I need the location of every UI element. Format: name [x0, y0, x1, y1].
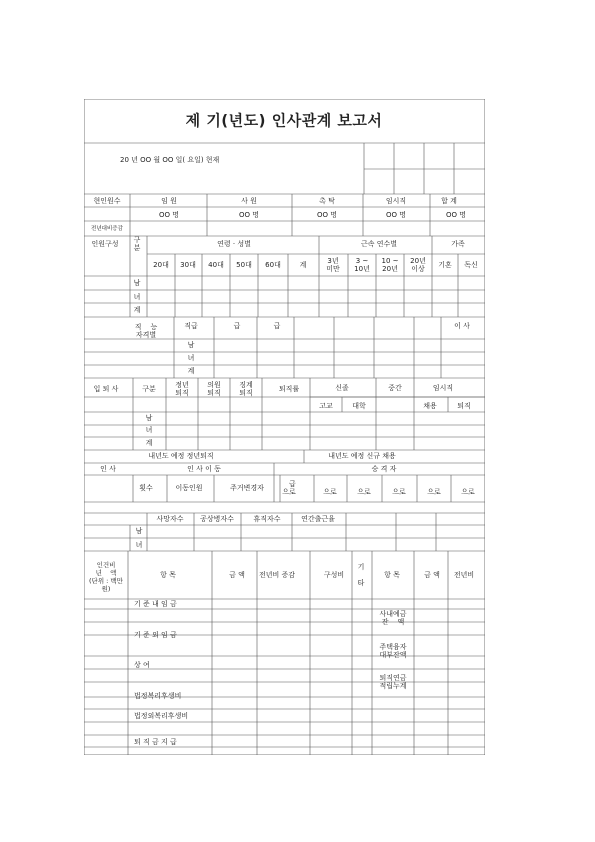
tenure-header: 근속 연수별: [360, 240, 398, 248]
qualification-row-male: 남: [187, 341, 195, 349]
qualification-row-female: 녀: [187, 354, 195, 362]
page-title: 제 기(년도) 인사관계 보고서: [185, 111, 383, 130]
incident-row-male: 남: [135, 527, 143, 535]
turnover-row-female: 녀: [145, 426, 153, 434]
transfer-times: 횟수: [139, 484, 153, 492]
qualification-label: 직 능 자격별: [134, 323, 158, 339]
promotion-to-geup: 급 으로: [282, 480, 296, 496]
date-line: 20 년 OO 월 OO 일( 요일) 현재: [120, 156, 220, 164]
headcount-col-employees: 사 원: [241, 197, 257, 205]
headcount-col-total: 합 계: [441, 197, 457, 205]
turnover-row-male: 남: [145, 414, 153, 422]
family-header: 가족: [451, 240, 465, 248]
temporary-header: 임시직: [432, 384, 454, 392]
labor-cost-item: 기 준 내 임 금: [134, 600, 177, 608]
injuries-header: 공상병자수: [200, 515, 234, 523]
headcount-col-temporary: 임시직: [385, 197, 407, 205]
promotion-to-cell: 으로: [392, 488, 406, 496]
promotion-header: 승 격 자: [371, 465, 397, 473]
promotion-to-cell: 으로: [323, 488, 337, 496]
report-form: [84, 99, 485, 755]
headcount-value-temporary: OO 명: [385, 211, 407, 219]
temp-leave-header: 퇴직: [457, 402, 471, 410]
mid-career-header: 중간: [388, 384, 402, 392]
qualification-row-total: 계: [187, 367, 195, 375]
deaths-header: 사망자수: [156, 515, 184, 523]
age-gender-header: 연령 · 성별: [217, 240, 251, 248]
form-grid: [84, 99, 485, 755]
headcount-value-contract: OO 명: [316, 211, 338, 219]
other-header: 기 타: [357, 563, 365, 587]
next-year-retirement-label: 내년도 예정 정년퇴직: [148, 452, 214, 460]
turnover-gubun: 구분: [142, 385, 156, 393]
composition-label: 인원구성: [91, 240, 119, 248]
headcount-value-total: OO 명: [445, 211, 467, 219]
amount-header: 금 액: [229, 571, 245, 579]
item2-header: 항 목: [384, 571, 400, 579]
labor-cost-item: 기 준 외 임 금: [134, 631, 177, 639]
transfer-header: 인 사 이 동: [187, 465, 221, 473]
attendance-header: 연간출근율: [301, 515, 335, 523]
composition-subheader: 3년 미만: [326, 257, 340, 273]
leave-header: 휴직자수: [253, 515, 281, 523]
composition-subheader: 10 ~ 20년: [381, 257, 399, 273]
headcount-value-employees: OO 명: [238, 211, 260, 219]
labor-cost-item: 상 여: [134, 661, 150, 669]
composition-subheader: 30대: [180, 261, 196, 269]
voluntary-resignation-header: 의원 퇴직: [207, 381, 221, 397]
temp-hire-header: 채용: [423, 402, 437, 410]
grade-geup-2: 급: [273, 322, 281, 330]
labor-cost-item: 법정외복리후생비: [134, 712, 189, 720]
headcount-col-executives: 임 원: [161, 197, 177, 205]
retirement-age-header: 정년 퇴직: [175, 381, 189, 397]
promotion-to-cell: 으로: [357, 488, 371, 496]
labor-cost-item: 퇴 직 금 지 급: [134, 738, 177, 746]
labor-cost-item: 법정복리후생비: [134, 692, 182, 700]
item-header: 항 목: [160, 571, 176, 579]
composition-row-total: 계: [133, 306, 141, 314]
composition-subheader: 60대: [265, 261, 281, 269]
composition-subheader: 40대: [208, 261, 224, 269]
ratio-header: 구성비: [323, 571, 345, 579]
other-cost-item: 퇴직연금 적립누계: [379, 674, 407, 690]
grade-director: 이 사: [454, 322, 470, 330]
composition-subheader: 기혼: [438, 261, 452, 269]
promotion-to-cell: 으로: [461, 488, 475, 496]
headcount-label: 현인원수: [93, 197, 121, 205]
composition-subheader: 계: [299, 261, 307, 269]
headcount-value-executives: OO 명: [158, 211, 180, 219]
composition-row-female: 녀: [133, 293, 141, 301]
university-header: 대학: [352, 402, 366, 410]
labor-cost-label: 인건비 년 액 (단위 : 백만 원): [89, 561, 123, 593]
composition-gubun: 구 분: [133, 236, 141, 252]
composition-subheader: 50대: [236, 261, 252, 269]
turnover-row-total: 계: [145, 439, 153, 447]
other-cost-item: 주택융자 대부잔액: [379, 643, 407, 659]
composition-subheader: 3 ~ 10년: [354, 257, 370, 273]
composition-row-male: 남: [133, 279, 141, 287]
grade-header: 직급: [184, 322, 198, 330]
composition-subheader: 20년 이상: [410, 257, 426, 273]
retirement-rate-header: 퇴직률: [278, 385, 300, 393]
new-graduates-header: 신졸: [335, 384, 349, 392]
disciplinary-dismissal-header: 징계 퇴직: [239, 381, 253, 397]
headcount-col-contract: 촉 탁: [319, 197, 335, 205]
personnel-label: 인 사: [100, 465, 116, 473]
yoy-change-label: 전년대비증감: [91, 226, 123, 232]
other-cost-item: 사내예금 잔 액: [379, 610, 407, 626]
high-school-header: 고교: [319, 402, 333, 410]
promotion-to-cell: 으로: [427, 488, 441, 496]
prev2-header: 전년비: [453, 571, 475, 579]
prev-change-header: 전년비 증감: [258, 571, 296, 579]
composition-subheader: 20대: [153, 261, 169, 269]
turnover-label: 입 퇴 사: [93, 385, 119, 393]
amount2-header: 금 액: [424, 571, 440, 579]
next-year-hiring-label: 내년도 예정 신규 채용: [328, 452, 396, 460]
transferees: 이동인원: [175, 484, 203, 492]
incident-row-female: 녀: [135, 541, 143, 549]
grade-geup-1: 급: [233, 322, 241, 330]
composition-subheader: 독신: [464, 261, 478, 269]
relocation: 주거변경자: [230, 484, 264, 492]
